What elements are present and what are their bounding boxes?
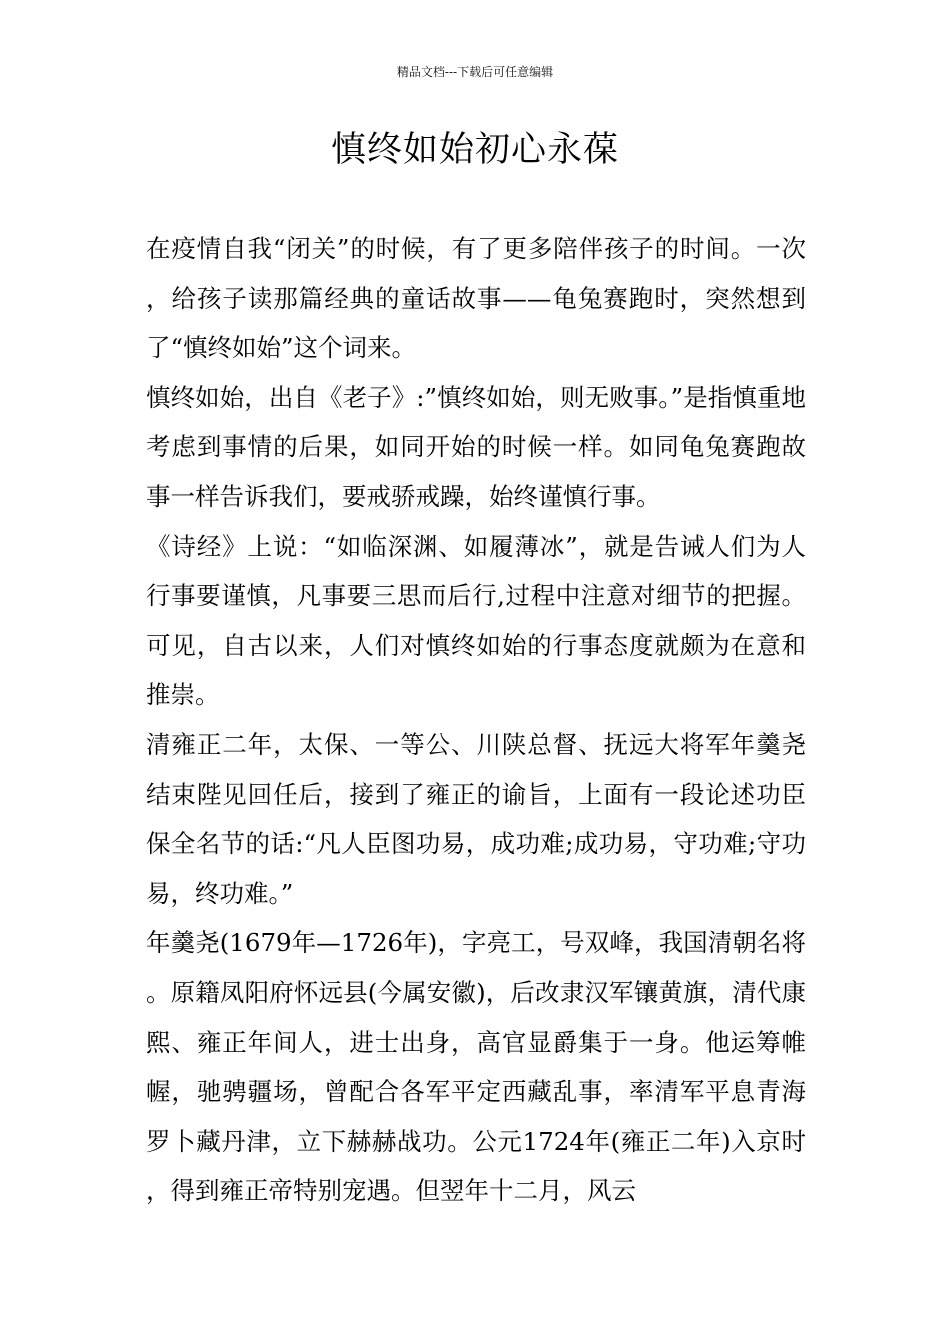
document-title: 慎终如始初心永葆 [330, 130, 619, 170]
paragraph-3: 《诗经》上说：“如临深渊、如履薄冰”，就是告诫人们为人行事要谨慎，凡事要三思而后行,过程中注意对细节的把握。可见，自古以来，人们对慎终如始的行事态度就颇为在意和推崇。 [146, 531, 806, 710]
paragraph-1: 在疫情自我“闭关”的时候，有了更多陪伴孩子的时间。一次，给孩子读那篇经典的童话故事——龟兔赛跑时，突然想到了“慎终如始”这个词来。 [146, 234, 806, 363]
paragraph-2: 慎终如始，出自《老子》:”慎终如始，则无败事。”是指慎重地考虑到事情的后果，如同开始的时候一样。如同龟兔赛跑故事一样告诉我们，要戒骄戒躁，始终谨慎行事。 [146, 382, 806, 511]
paragraph-4: 清雍正二年，太保、一等公、川陕总督、抚远大将军年羹尧结束陛见回任后，接到了雍正的谕旨，上面有一段论述功臣保全名节的话:“凡人臣图功易，成功难;成功易，守功难;守功易，终功难。” [146, 729, 806, 908]
paragraph-5: 年羹尧(1679年—1726年)，字亮工，号双峰，我国清朝名将。原籍凤阳府怀远县(今属安徽)，后改隶汉军镶黄旗，清代康熙、雍正年间人，进士出身，高官显爵集于一身。他运筹帷幄，驰骋疆场，曾配合各军平定西藏乱事，率清军平息青海罗卜藏丹津，立下赫赫战功。公元1724年(雍正二年)入京时，得到雍正帝特别宠遇。但翌年十二月，风云 [146, 928, 806, 1206]
header-note: 精品文档---下载后可任意编辑 [396, 65, 554, 79]
document-body [146, 224, 806, 1216]
